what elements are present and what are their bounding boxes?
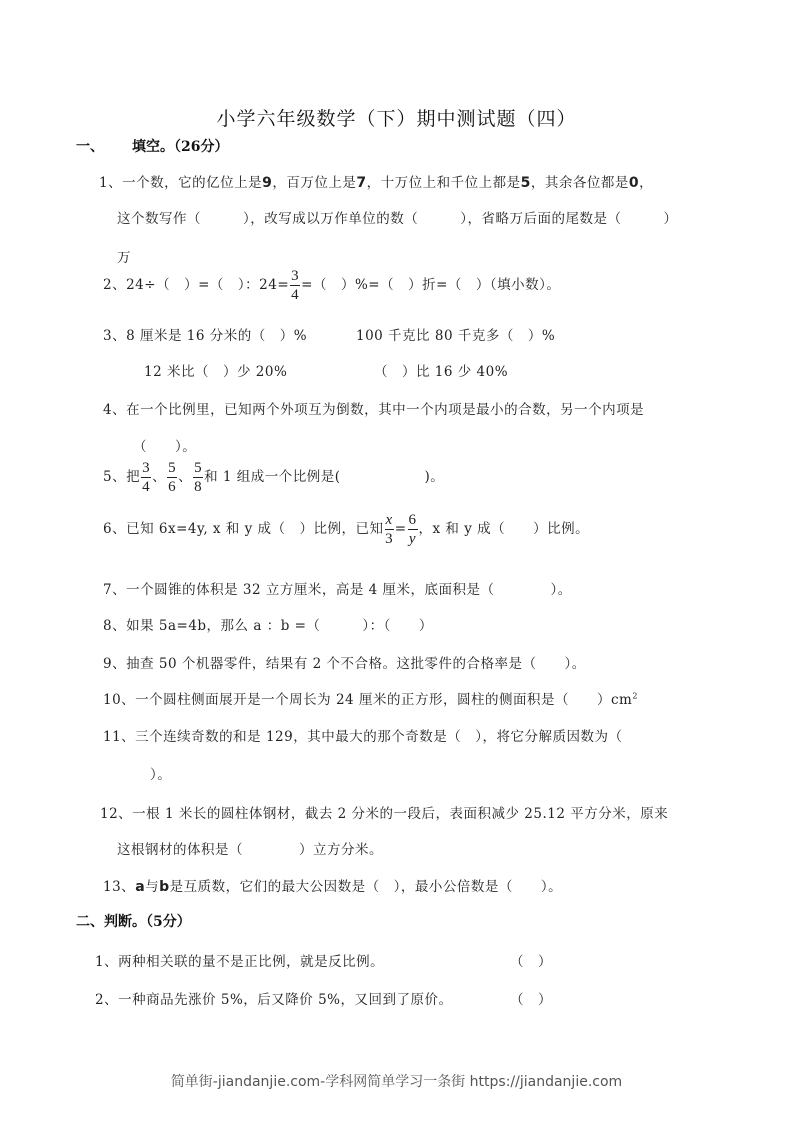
question-11-line2: ）。 (150, 767, 172, 783)
question-6: 6、已知 6x=4y, x 和 y 成（ ）比例，已知 $\frac{x}{3}$ = $\frac{6}{y}$ ，x 和 y 成（ ）比例。 (103, 511, 590, 547)
question-12-line2: 这根钢材的体积是（ ）立方分米。 (117, 842, 383, 858)
fraction-5-6: $\frac{5}{6}$ (168, 459, 177, 495)
question-2: 2、24÷（ ）=（ ）：24= $\frac{3}{4}$ =（ ）%=（ ）折=（ ）（填小数）。 (103, 267, 561, 303)
question-1-line2: 这个数写作（ ），改写成以万作单位的数（ ），省略万后面的尾数是（ ） (117, 211, 678, 227)
question-3-part-c: 12 米比（ ）少 20% (144, 364, 288, 380)
section2-heading: 二、判断。（5分） (76, 914, 191, 930)
question-1-line3: 万 (117, 250, 131, 266)
section1-heading: 填空。（26分） (132, 139, 229, 155)
question-4-line1: 4、在一个比例里，已知两个外项互为倒数，其中一个内项是最小的合数，另一个内项是 (103, 402, 645, 418)
judgement-item-1-blank: （ ） (510, 954, 552, 970)
fraction-5-8: $\frac{5}{8}$ (194, 459, 203, 495)
judgement-item-1-text: 1、两种相关联的量不是正比例，就是反比例。 (95, 954, 385, 970)
question-12-line1: 12、一根 1 米长的圆柱体钢材，截去 2 分米的一段后，表面积减少 25.12 平方分米，原来 (100, 806, 669, 822)
fraction-3-4: $\frac{3}{4}$ (291, 267, 300, 303)
question-8: 8、如果 5a=4b，那么 a ：b =（ ）：（ ） (103, 618, 433, 634)
judgement-item-2-blank: （ ） (510, 992, 552, 1008)
question-9: 9、抽查 50 个机器零件，结果有 2 个不合格。这批零件的合格率是（ ）。 (103, 656, 586, 672)
question-3-part-d: （ ）比 16 少 40% (374, 364, 509, 380)
question-13: 13、a与b是互质数，它们的最大公因数是（ ），最小公倍数是（ ）。 (103, 879, 563, 895)
section1-number: 一、 (76, 139, 104, 155)
question-1-line1: 1、一个数，它的亿位上是9，百万位上是7，十万位上和千位上都是5，其余各位都是0， (99, 175, 654, 191)
question-10: 10、一个圆柱侧面展开是一个周长为 24 厘米的正方形，圆柱的侧面积是（ ）$cm^2$ (103, 691, 638, 708)
question-5: 5、把 $\frac{3}{4}$ 、 $\frac{5}{6}$ 、 $\frac{5}{8}$ 和 1 组成一个比例是( )。 (103, 459, 445, 495)
question-3-part-a: 3、8 厘米是 16 分米的（ ）% (103, 328, 308, 344)
page-title: 小学六年级数学（下）期中测试题（四） (216, 108, 577, 130)
footer-watermark: 简单街-jiandanjie.com-学科网简单学习一条街 https://jiandanjie.com (170, 1074, 623, 1090)
judgement-item-2-text: 2、一种商品先涨价 5%，后又降价 5%，又回到了原价。 (95, 992, 453, 1008)
question-4-line2: （ ）。 (133, 439, 197, 455)
question-7: 7、一个圆锥的体积是 32 立方厘米，高是 4 厘米，底面积是（ ）。 (103, 582, 572, 598)
fraction-6-y: $\frac{6}{y}$ (408, 511, 417, 547)
question-3-part-b: 100 千克比 80 千克多（ ）% (356, 328, 556, 344)
fraction-x-3: $\frac{x}{3}$ (385, 511, 394, 547)
fraction-3-4: $\frac{3}{4}$ (142, 459, 151, 495)
question-11-line1: 11、三个连续奇数的和是 129，其中最大的那个奇数是（ ），将它分解质因数为（ (103, 729, 623, 745)
